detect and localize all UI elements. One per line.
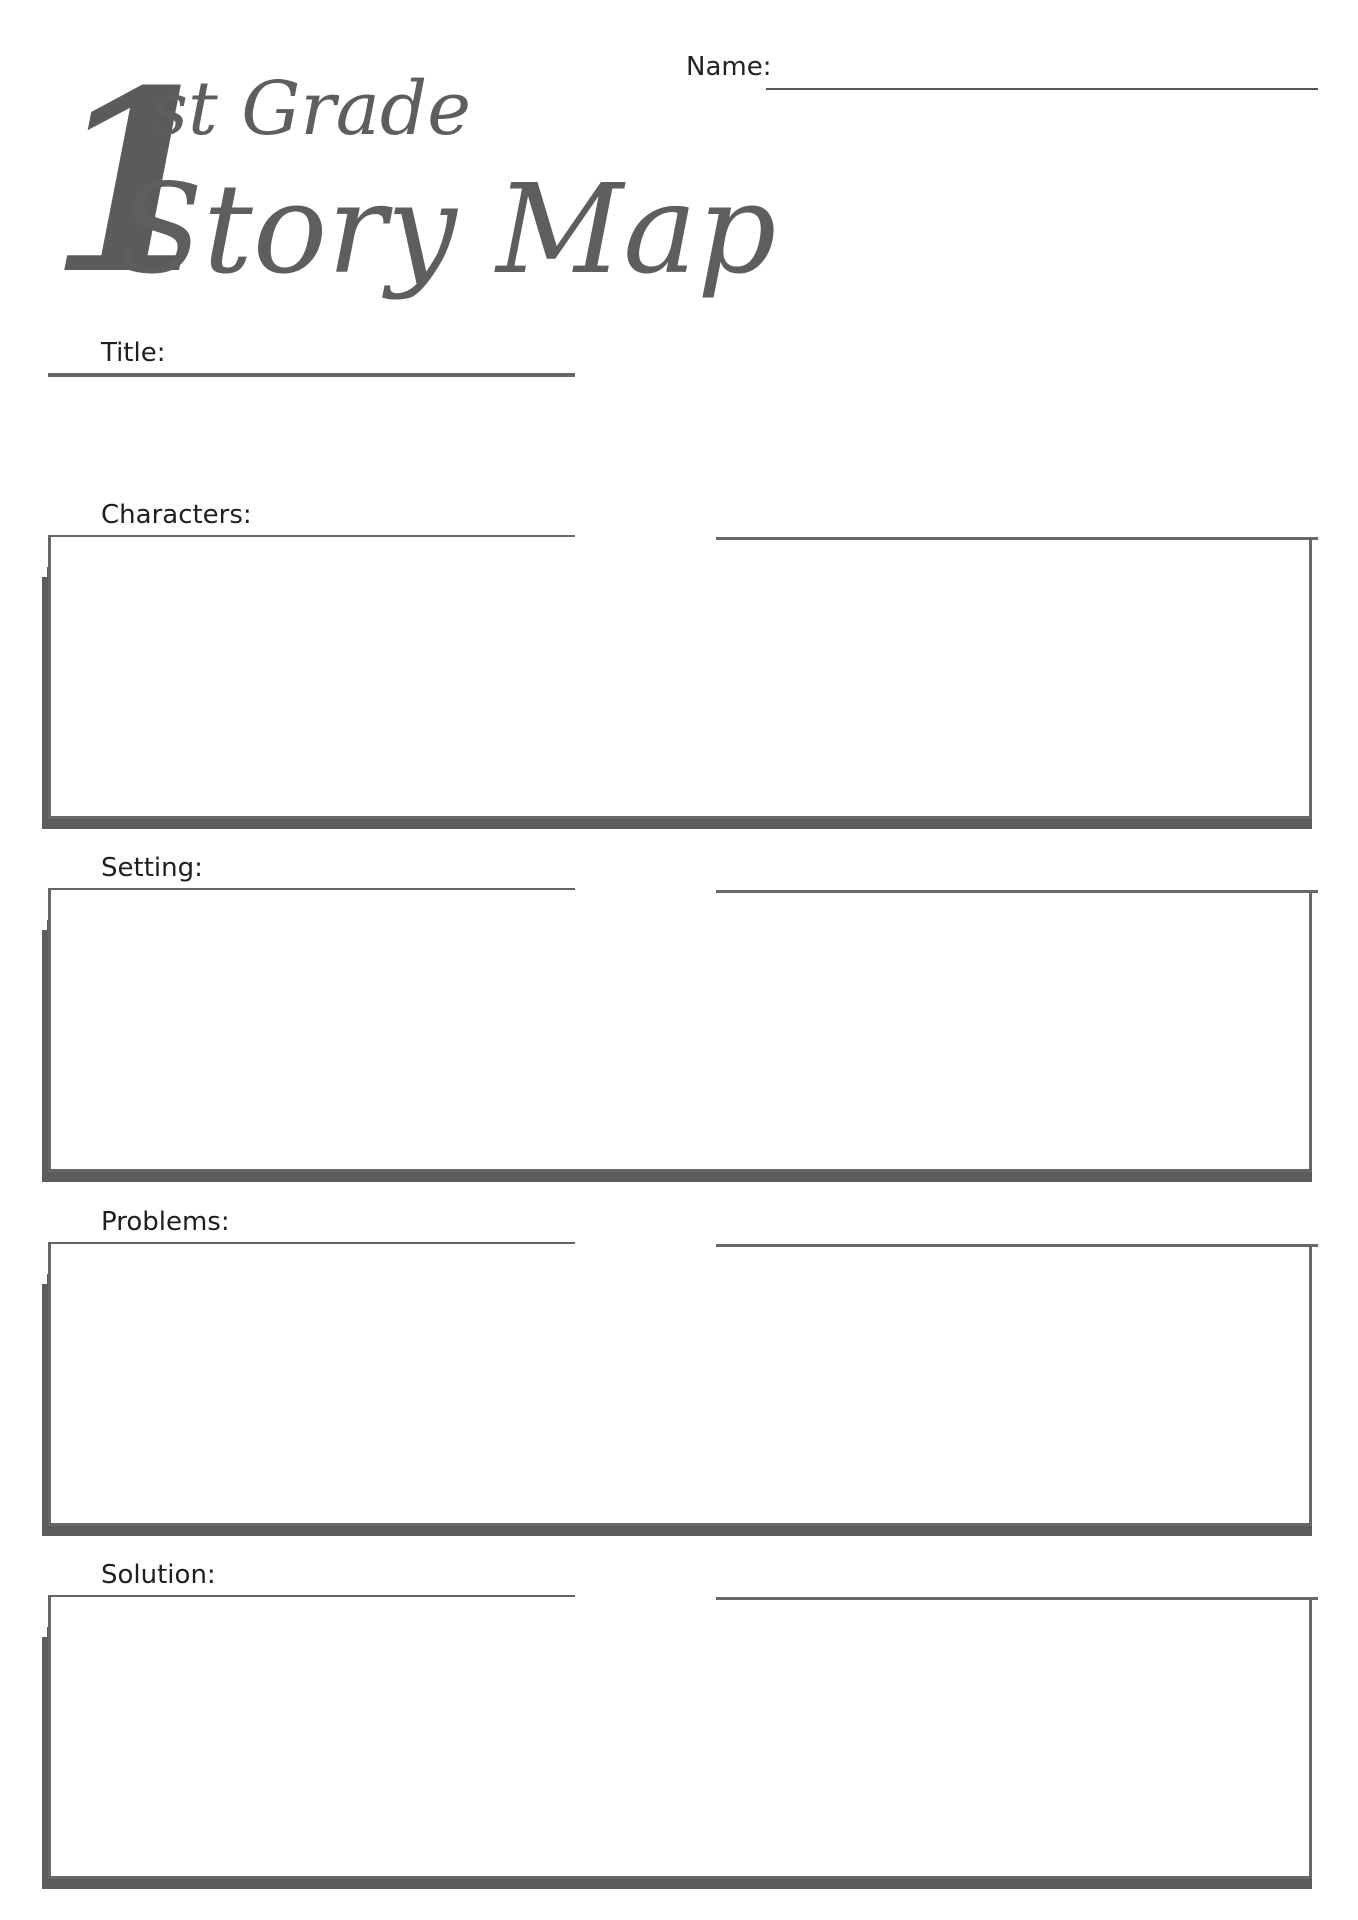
solution-box [42,1597,1318,1889]
setting-box-top-edge [716,890,1318,893]
name-label: Name: [686,52,772,82]
problems-box-notch [42,1274,47,1284]
solution-writing-area[interactable] [61,1605,1299,1868]
characters-label: Characters: [101,500,252,530]
setting-writing-area[interactable] [61,898,1299,1161]
heading-number: 1 [48,35,222,329]
setting-box-face [48,890,1312,1172]
problems-box-top-edge [716,1244,1318,1247]
title-label: Title: [101,338,166,368]
solution-box-top-edge [716,1597,1318,1600]
characters-box-notch [42,567,47,577]
heading-grade: st Grade [150,66,472,152]
characters-box-face [48,537,1312,819]
solution-label: Solution: [101,1560,216,1590]
characters-writing-area[interactable] [61,545,1299,808]
problems-box [42,1244,1318,1536]
title-input-line[interactable] [48,373,575,377]
problems-writing-area[interactable] [61,1252,1299,1515]
setting-box [42,890,1318,1182]
problems-label: Problems: [101,1207,230,1237]
heading-title: Story Map [118,158,777,302]
setting-box-notch [42,920,47,930]
characters-box [42,537,1318,829]
problems-box-face [48,1244,1312,1526]
setting-label: Setting: [101,853,203,883]
name-input-line[interactable] [766,88,1318,90]
solution-box-notch [42,1627,47,1637]
solution-box-face [48,1597,1312,1879]
characters-box-top-edge [716,537,1318,540]
